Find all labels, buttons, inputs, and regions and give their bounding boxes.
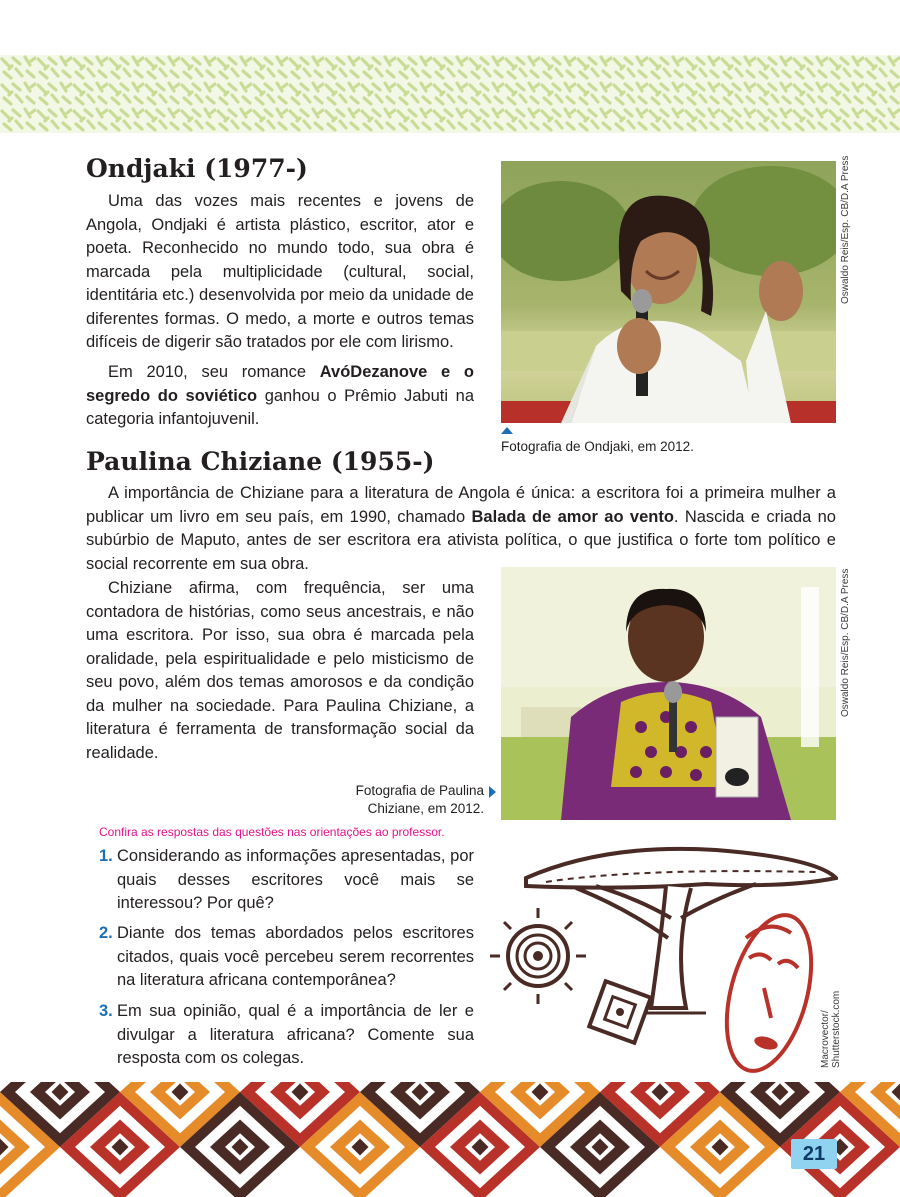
sun-symbol-icon [490, 908, 586, 1004]
african-illustration [486, 838, 838, 1088]
bottom-decorative-band [0, 1082, 900, 1197]
ondjaki-paragraph-2: Em 2010, seu romance AvóDezanove e o segredo do soviético ganhou o Prêmio Jabuti na categoria infantojuvenil. [86, 363, 474, 428]
chiziane-photo-credit: Oswaldo Reis/Esp. CB/D.A Press [840, 568, 851, 717]
chiziane-photo-caption: Fotografia de Paulina Chiziane, em 2012. [355, 783, 484, 816]
page-number: 21 [791, 1139, 837, 1169]
chiziane-paragraph-2: Chiziane afirma, com frequência, ser uma contadora de histórias, como seus ancestrais, e não uma escritora. Por isso, sua obra é marcada pela oralidade, pela espiritualidade e pelo misticismo de seu povo, além dos temas amorosos e da condição da mulher na sociedade. Para Paulina Chiziane, a literatura é ferramenta de transformação social da realidade. [86, 579, 474, 762]
question-2-text: Diante dos temas abordados pelos escritores citados, quais você percebeu serem recorrentes na literatura africana contemporânea? [117, 924, 474, 989]
chiziane-novel-title: Balada de amor ao vento [471, 507, 674, 526]
chiziane-paragraph-1: A importância de Chiziane para a literatura de Angola é única: a escritora foi a primeira mulher a publicar um livro em seu país, em 1990, chamado Balada de amor ao vento. Nascida e criada no subúrbio de Maputo, antes de ser escritora era ativista política, o que justifica o forte tom político e social recorrente em sua obra. [86, 484, 836, 573]
ondjaki-paragraph-1: Uma das vozes mais recentes e jovens de Angola, Ondjaki é artista plástico, escritor, ator e poeta. Reconhecido no mundo todo, sua obra é marcada pela multiplicidade (cultural, social, identitária etc.) desenvolvida por meio da unidade de diferentes formas. O medo, a morte e outros temas difíceis de digerir são tratados por ele com lirismo. [86, 192, 474, 351]
ondjaki-photo [501, 161, 836, 423]
chiziane-photo [501, 567, 836, 820]
ondjaki-heading: Ondjaki (1977-) [86, 154, 308, 183]
question-1-text: Considerando as informações apresentadas, por quais desses escritores você mais se interessou? Por quê? [117, 847, 474, 912]
question-1-number: 1. [99, 847, 113, 865]
teacher-note: Confira as respostas das questões nas orientações ao professor. [99, 825, 445, 839]
tribal-mask-icon [712, 906, 827, 1080]
question-2-number: 2. [99, 924, 113, 942]
caption-pointer-right-icon [489, 786, 496, 798]
illustration-credit: Macrovector/ Shutterstock.com [820, 990, 842, 1068]
diamond-symbol-icon [589, 981, 651, 1043]
question-3-text: Em sua opinião, qual é a importância de ler e divulgar a literatura africana? Comente sua resposta com os colegas. [117, 1002, 474, 1067]
top-decorative-band [0, 55, 900, 133]
ondjaki-photo-caption: Fotografia de Ondjaki, em 2012. [501, 439, 694, 454]
ondjaki-novel-title: AvóDezanove e o segredo do soviético [86, 363, 474, 405]
chiziane-heading: Paulina Chiziane (1955-) [86, 447, 435, 476]
caption-pointer-up-icon [501, 427, 513, 434]
ondjaki-photo-credit: Oswaldo Reis/Esp. CB/D.A Press [840, 155, 851, 304]
question-3-number: 3. [99, 1002, 113, 1020]
